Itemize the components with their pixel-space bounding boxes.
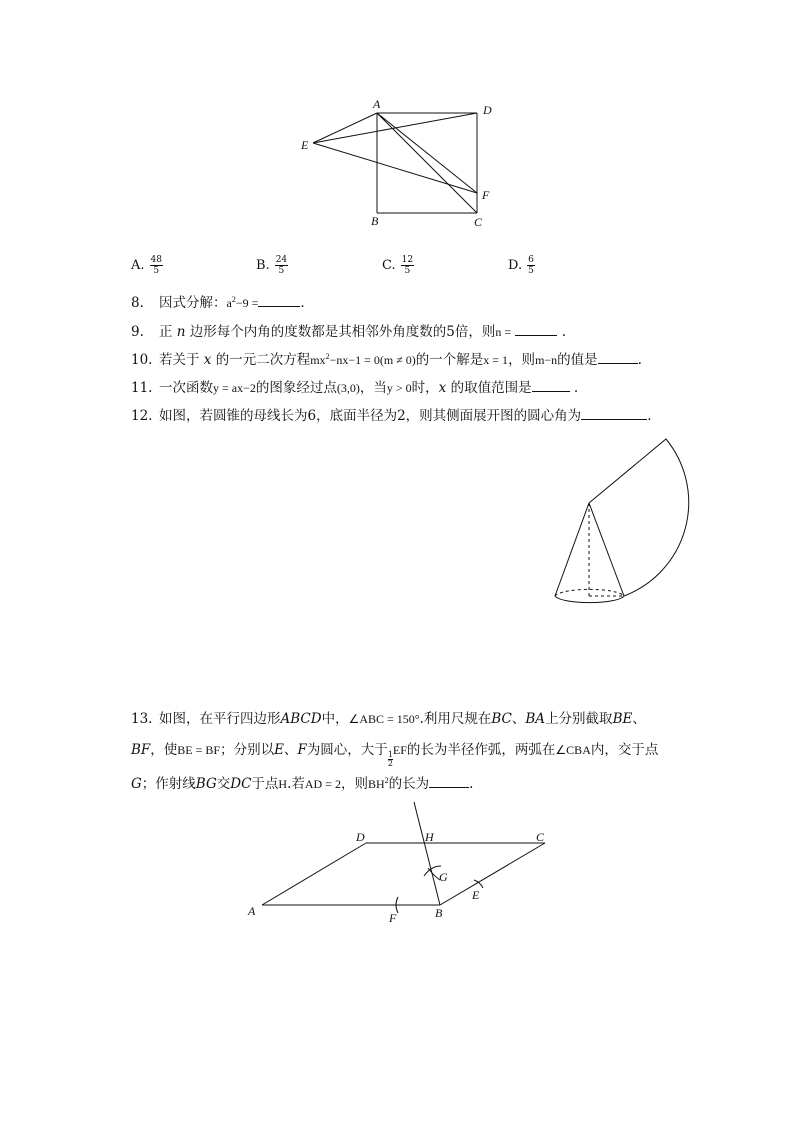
segment-DA	[262, 843, 366, 905]
label-G: G	[439, 870, 448, 884]
option-fraction: $\frac{48}{5}$	[150, 255, 162, 276]
sector-arc	[589, 439, 689, 596]
question-11: 11. 一次函数y = ax−2的图象经过点(3,0)，当y > 0时，x 的取值范围是 .	[131, 380, 579, 396]
cone-right-edge	[589, 503, 624, 596]
option-letter: D.	[508, 258, 523, 273]
cone-figure	[548, 432, 698, 610]
option-fraction: $\frac{24}{5}$	[275, 255, 288, 276]
answer-blank[interactable]	[532, 379, 570, 392]
segment-EA	[313, 113, 377, 143]
option-d[interactable]	[508, 255, 535, 276]
option-fraction: $\frac{12}{5}$	[401, 255, 414, 276]
segment-BC	[440, 843, 545, 905]
segment-EF	[313, 143, 477, 193]
option-letter: C.	[382, 258, 396, 273]
question-13: 13. 如图，在平行四边形ABCD中，∠ABC = 150°.利用尺规在BC、BA上分别截取BE、	[131, 711, 646, 727]
option-letter: B.	[256, 258, 270, 273]
label-B: B	[371, 214, 379, 228]
ray-BG	[414, 802, 440, 905]
label-A: A	[373, 97, 381, 111]
label-C: C	[474, 215, 483, 229]
option-a[interactable]	[131, 255, 163, 276]
label-A: A	[248, 904, 256, 918]
answer-blank[interactable]	[515, 323, 557, 336]
label-C: C	[536, 830, 545, 844]
label-B: B	[435, 906, 443, 920]
label-E: E	[301, 138, 309, 152]
segment-ED	[313, 113, 477, 143]
answer-blank[interactable]	[581, 407, 647, 420]
parallelogram-figure	[240, 800, 560, 930]
question-9: 9. 正 n 边形每个内角的度数都是其相邻外角度数的5倍，则n = .	[131, 324, 567, 340]
question-13-line-3: G；作射线BG交DC于点H.若AD = 2，则$BH^2$的长为 .	[131, 776, 474, 792]
square-figure	[295, 95, 505, 230]
label-E: E	[472, 888, 480, 902]
answer-blank[interactable]	[429, 775, 469, 788]
cone-left-edge	[555, 503, 589, 596]
segment-AF	[377, 113, 477, 193]
answer-blank[interactable]	[258, 294, 300, 307]
question-8: 8. 因式分解：$a^2-9$ = .	[131, 295, 305, 311]
option-letter: A.	[131, 258, 145, 273]
option-fraction: $\frac{6}{5}$	[528, 255, 534, 276]
question-12: 12. 如图，若圆锥的母线长为6，底面半径为2，则其侧面展开图的圆心角为 .	[131, 408, 652, 424]
label-H: H	[425, 830, 434, 844]
base-front	[555, 596, 624, 603]
half-fraction: $\frac{1}{2}$	[387, 750, 393, 768]
answer-blank[interactable]	[598, 351, 638, 364]
label-F: F	[482, 188, 490, 202]
option-b[interactable]	[256, 255, 288, 276]
label-D: D	[483, 103, 492, 117]
label-D: D	[356, 830, 365, 844]
question-10: 10. 若关于 x 的一元二次方程$mx^2-nx-1 = 0(m \ne 0)$的一个解是x = 1，则m−n的值是 .	[131, 352, 642, 368]
question-13-line-2: BF，使BE = BF；分别以E、F为圆心，大于 $\frac{1}{2}$ EF的长为半径作弧，两弧在∠CBA内，交于点	[131, 742, 659, 768]
label-F: F	[389, 911, 397, 925]
segment-AC	[377, 113, 477, 213]
option-c[interactable]	[382, 255, 414, 276]
